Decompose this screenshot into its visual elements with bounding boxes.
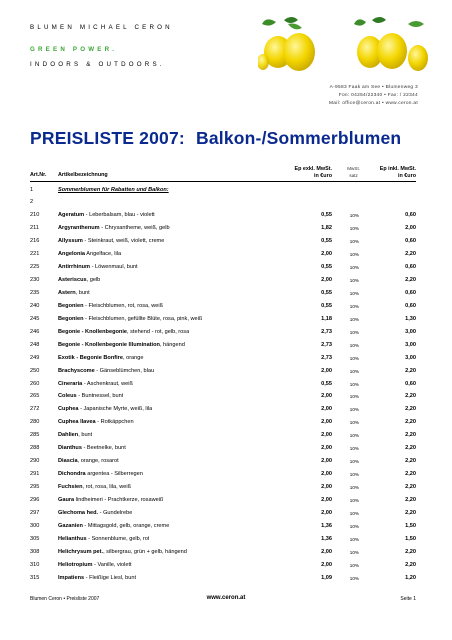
table-row [30, 508, 416, 519]
article-detail: , rot, rosa, lila, weiß [82, 484, 132, 491]
article-nr: 291 [30, 471, 40, 478]
price-exkl: 2,00 [321, 549, 332, 555]
section-nr: 1 [30, 187, 34, 193]
table-row [30, 443, 416, 454]
price-exkl: 2,00 [321, 510, 332, 517]
article-name: Gazanien [58, 523, 83, 529]
price-inkl: 3,00 [405, 354, 416, 361]
article-description [58, 521, 169, 532]
article-detail: , orange [122, 354, 144, 361]
price-inkl: 0,60 [405, 380, 416, 387]
vat-rate: 10% [349, 264, 359, 270]
table-row [30, 482, 416, 493]
article-description [58, 262, 138, 273]
table-row [30, 301, 416, 312]
article-detail: - Japanische Myrte, weiß, lila [78, 406, 153, 413]
section-label: Sommerblumen für Rabatten und Balkon: [58, 187, 169, 193]
price-exkl: 0,55 [321, 302, 332, 309]
col-header-ep-inkl-line1: Ep inkl. MwSt. [379, 166, 416, 172]
article-detail: , silbergrau, grün + gelb, hängend [103, 549, 187, 555]
price-inkl: 1,50 [405, 523, 416, 529]
col-header-mwst [347, 166, 360, 179]
vat-rate: 10% [349, 550, 359, 555]
price-exkl: 1,36 [321, 523, 332, 529]
table-row [30, 314, 416, 325]
table-row [30, 469, 416, 480]
table-row [30, 534, 416, 545]
price-inkl: 2,00 [405, 225, 416, 231]
article-nr: 296 [30, 497, 40, 504]
article-name: Allyssum [58, 237, 83, 244]
article-description [58, 404, 152, 415]
article-nr: 235 [30, 289, 40, 296]
article-description [58, 534, 149, 545]
table-row [30, 521, 416, 532]
article-detail: - Gänseblümchen, blau [94, 367, 155, 374]
article-name: Cuphea [58, 406, 79, 413]
col-header-ep-exkl-line2: in €uro [314, 172, 332, 179]
article-name: Begonie - Knollenbegonie Illumination [58, 341, 160, 348]
price-exkl: 2,00 [321, 561, 332, 568]
price-inkl: 2,20 [405, 406, 416, 413]
price-inkl: 1,30 [405, 315, 416, 322]
article-nr: 249 [30, 354, 40, 361]
price-exkl: 2,73 [321, 341, 332, 348]
article-name: Helianthus [58, 536, 87, 542]
article-detail: - Fleischblumen, gefüllte Blüte, rosa, pink, weiß [83, 315, 203, 322]
vat-rate: 10% [349, 368, 359, 374]
price-inkl: 0,60 [405, 212, 416, 218]
price-exkl: 2,00 [321, 419, 332, 426]
address-line: A-9583 Faak am See • Blumenweg 3 [329, 85, 418, 90]
price-exkl: 2,00 [321, 250, 332, 257]
price-exkl: 2,73 [321, 328, 332, 335]
article-detail: - Fleischblumen, rot, rosa, weiß [83, 302, 164, 309]
article-detail: lindheimeri - Prachtkerze, rosaweiß [74, 497, 164, 504]
article-detail: - Buntnessel, bunt [76, 393, 124, 400]
article-detail: - Steinkraut, weiß, violett, creme [82, 237, 165, 244]
article-description [58, 379, 133, 390]
article-name: Dichondra [58, 471, 86, 478]
article-name: Heliotropium [58, 561, 93, 568]
article-nr: 260 [30, 380, 40, 387]
tagline-green: GREEN POWER. [30, 46, 118, 53]
footer-left: Blumen Ceron • Preisliste 2007 [30, 596, 100, 602]
blank-row [30, 197, 416, 208]
price-exkl: 1,36 [321, 536, 332, 542]
article-detail: - Mittagsgold, gelb, orange, creme [82, 523, 170, 529]
price-exkl: 2,00 [321, 276, 332, 283]
price-exkl: 1,82 [321, 225, 332, 231]
price-inkl: 0,60 [405, 237, 416, 244]
price-exkl: 1,09 [321, 574, 332, 581]
price-exkl: 2,00 [321, 471, 332, 478]
price-inkl: 2,20 [405, 432, 416, 439]
article-detail: argentea - Silberregen [85, 471, 143, 478]
article-description [58, 340, 185, 351]
vat-rate: 10% [349, 238, 359, 244]
article-detail: , bunt [78, 432, 93, 439]
article-name: Antirrhinum [58, 263, 91, 270]
table-row [30, 236, 416, 247]
vat-rate: 10% [349, 394, 359, 400]
vat-rate: 10% [349, 226, 359, 231]
article-name: Ageratum [58, 212, 85, 218]
article-detail: , bunt [75, 289, 90, 296]
article-detail: - Löwenmaul, bunt [90, 263, 138, 270]
article-detail: - Rotkäppchen [95, 419, 134, 426]
price-inkl: 2,20 [405, 497, 416, 504]
price-exkl: 2,00 [321, 484, 332, 491]
vat-rate: 10% [349, 537, 359, 542]
table-row [30, 210, 416, 221]
price-inkl: 0,60 [405, 289, 416, 296]
article-description [58, 236, 164, 247]
article-nr: 225 [30, 263, 40, 270]
article-detail: - Fleißige Liesl, bunt [84, 574, 137, 581]
price-inkl: 2,20 [405, 445, 416, 452]
article-detail: , stehend - rot, gelb, rosa [127, 328, 190, 335]
price-exkl: 0,55 [321, 380, 332, 387]
article-detail: - Aschenkraut, weiß [82, 380, 133, 387]
article-nr: 216 [30, 237, 40, 244]
vat-rate: 10% [349, 498, 359, 504]
price-inkl: 2,20 [405, 276, 416, 283]
article-nr: 305 [30, 536, 40, 542]
col-header-mwst-line2: satz [349, 172, 358, 178]
article-name: Cuphea llavea [58, 419, 96, 426]
vat-rate: 10% [349, 342, 359, 348]
article-description [58, 249, 121, 260]
article-description [58, 508, 132, 519]
col-header-ep-exkl [295, 166, 332, 179]
table-row [30, 288, 416, 299]
table-row [30, 353, 416, 364]
article-description [58, 275, 100, 286]
article-nr: 297 [30, 510, 40, 517]
vat-rate: 10% [349, 213, 359, 218]
article-description [58, 456, 119, 467]
vat-rate: 10% [349, 420, 359, 426]
table-row [30, 366, 416, 377]
vat-rate: 10% [349, 459, 359, 465]
vat-rate: 10% [349, 511, 359, 517]
article-description [58, 353, 144, 364]
table-row [30, 262, 416, 273]
article-nr: 245 [30, 315, 40, 322]
price-inkl: 3,00 [405, 341, 416, 348]
article-name: Fuchsien [58, 484, 83, 491]
article-name: Helichrysum pet. [58, 549, 104, 555]
footer-page: Seite 1 [400, 596, 416, 602]
table-row [30, 495, 416, 506]
vat-rate: 10% [349, 277, 359, 283]
price-exkl: 2,00 [321, 432, 332, 439]
table-row [30, 340, 416, 351]
price-exkl: 2,00 [321, 497, 332, 504]
article-detail: - Gundelrebe [98, 510, 133, 517]
price-inkl: 2,20 [405, 393, 416, 400]
article-detail: - Leberbalsam, blau - violett [84, 212, 155, 218]
col-header-ep-inkl-line2: in €uro [398, 172, 416, 179]
price-inkl: 2,20 [405, 549, 416, 555]
article-name: Coleus [58, 393, 77, 400]
web-line: Mail: office@ceron.at • www.ceron.at [329, 101, 418, 106]
article-name: Dahlien [58, 432, 79, 439]
blank-nr: 2 [30, 199, 34, 205]
vat-rate: 10% [349, 381, 359, 387]
price-exkl: 2,00 [321, 445, 332, 452]
footer-url[interactable]: www.ceron.at [206, 595, 246, 601]
tagline: INDOORS & OUTDOORS. [30, 61, 165, 68]
price-exkl: 1,18 [321, 315, 332, 322]
article-description [58, 301, 163, 312]
article-nr: 211 [30, 225, 39, 231]
article-nr: 280 [30, 419, 40, 426]
article-description [58, 391, 123, 402]
table-row [30, 327, 416, 338]
article-description [58, 573, 136, 584]
header-rule [30, 181, 416, 182]
contact-line: Fon: 04254/22340 • Fax: / 22344 [338, 93, 418, 98]
article-description [58, 210, 155, 221]
article-detail: , gelb [86, 276, 101, 283]
price-inkl: 2,20 [405, 458, 416, 465]
article-detail: , orange, rosarot [77, 458, 119, 465]
article-nr: 295 [30, 484, 40, 491]
vat-rate: 10% [349, 329, 359, 335]
article-nr: 272 [30, 406, 40, 413]
table-row [30, 249, 416, 260]
table-row [30, 275, 416, 286]
price-inkl: 2,20 [405, 419, 416, 426]
price-inkl: 0,60 [405, 263, 416, 270]
vat-rate: 10% [349, 524, 359, 529]
article-description [58, 547, 187, 558]
table-row [30, 391, 416, 402]
table-row [30, 560, 416, 571]
table-row [30, 573, 416, 584]
vat-rate: 10% [349, 316, 359, 322]
article-name: Astern [58, 289, 76, 296]
article-name: Exotik - Begonie Bonfire [58, 354, 123, 361]
article-nr: 210 [30, 212, 40, 218]
article-description [58, 443, 126, 454]
article-nr: 246 [30, 328, 40, 335]
table-row [30, 547, 416, 558]
price-exkl: 2,00 [321, 393, 332, 400]
price-inkl: 2,20 [405, 484, 416, 491]
article-name: Gaura [58, 497, 75, 504]
price-exkl: 2,00 [321, 406, 332, 413]
article-name: Argyranthenum [58, 225, 100, 231]
vat-rate: 10% [349, 303, 359, 309]
col-header-mwst-line1: MwSt. [347, 166, 360, 171]
price-inkl: 1,50 [405, 536, 416, 542]
vat-rate: 10% [349, 562, 359, 568]
article-nr: 290 [30, 458, 40, 465]
vat-rate: 10% [349, 407, 359, 413]
price-exkl: 2,73 [321, 354, 332, 361]
article-nr: 310 [30, 561, 40, 568]
article-name: Diascia [58, 458, 78, 465]
price-exkl: 0,55 [321, 289, 332, 296]
article-nr: 221 [30, 250, 40, 257]
article-description [58, 223, 170, 234]
article-name: Impatiens [58, 574, 85, 581]
article-description [58, 288, 90, 299]
price-inkl: 1,20 [405, 574, 416, 581]
article-description [58, 482, 131, 493]
article-description [58, 417, 134, 428]
col-header-nr: Art.Nr. [30, 172, 47, 178]
vat-rate: 10% [349, 355, 359, 361]
section-row [30, 185, 416, 196]
article-nr: 315 [30, 574, 40, 581]
page-title [30, 128, 401, 149]
article-detail: - Sonnenblume, gelb, rot [86, 536, 150, 542]
article-nr: 240 [30, 302, 40, 309]
article-name: Glechoma hed. [58, 510, 99, 517]
article-name: Begonien [58, 302, 84, 309]
price-exkl: 0,55 [321, 237, 332, 244]
vat-rate: 10% [349, 485, 359, 491]
article-detail: - Beetnelke, bunt [81, 445, 126, 452]
article-description [58, 314, 202, 325]
article-nr: 248 [30, 341, 40, 348]
article-description [58, 469, 143, 480]
title-main: PREISLISTE 2007: [30, 128, 185, 148]
article-detail: Angelface, lila [85, 250, 122, 257]
price-inkl: 2,20 [405, 471, 416, 478]
vat-rate: 10% [349, 575, 359, 581]
price-inkl: 2,20 [405, 367, 416, 374]
article-nr: 300 [30, 523, 40, 529]
vat-rate: 10% [349, 472, 359, 478]
article-name: Brachyscome [58, 367, 95, 374]
article-description [58, 366, 154, 377]
article-nr: 230 [30, 276, 40, 283]
company-name: BLUMEN MICHAEL CERON [30, 24, 173, 31]
article-name: Dianthus [58, 445, 82, 452]
table-row [30, 456, 416, 467]
article-name: Cineraria [58, 380, 83, 387]
price-exkl: 2,00 [321, 458, 332, 465]
title-sub: Balkon-/Sommerblumen [196, 128, 402, 148]
vat-rate: 10% [349, 433, 359, 439]
table-row [30, 430, 416, 441]
table-row [30, 379, 416, 390]
price-exkl: 0,55 [321, 212, 332, 218]
col-header-ep-inkl [380, 166, 416, 179]
price-inkl: 2,20 [405, 561, 416, 568]
article-nr: 288 [30, 445, 40, 452]
price-inkl: 2,20 [405, 510, 416, 517]
price-exkl: 2,00 [321, 367, 332, 374]
vat-rate: 10% [349, 290, 359, 296]
article-name: Begonien [58, 315, 84, 322]
article-nr: 285 [30, 432, 40, 439]
col-header-desc: Artikelbezeichnung [58, 172, 108, 178]
article-description [58, 327, 189, 338]
col-header-ep-exkl-line1: Ep exkl. MwSt. [294, 166, 332, 172]
price-inkl: 2,20 [405, 250, 416, 257]
table-row [30, 404, 416, 415]
table-row [30, 417, 416, 428]
article-nr: 250 [30, 367, 40, 374]
article-description [58, 430, 92, 441]
price-inkl: 0,60 [405, 302, 416, 309]
table-row [30, 223, 416, 234]
article-detail: - Chrysantheme, weiß, gelb [99, 225, 170, 231]
article-nr: 265 [30, 393, 40, 400]
address-block [329, 84, 418, 108]
article-detail: , hängend [159, 341, 185, 348]
vat-rate: 10% [349, 251, 359, 257]
article-description [58, 560, 132, 571]
price-inkl: 3,00 [405, 328, 416, 335]
lemons-logo [258, 14, 430, 76]
article-detail: - Vanille, violett [92, 561, 132, 568]
article-nr: 308 [30, 549, 40, 555]
article-name: Angelonia [58, 250, 86, 257]
article-name: Begonie - Knollenbegonie [58, 328, 127, 335]
price-exkl: 0,55 [321, 263, 332, 270]
vat-rate: 10% [349, 446, 359, 452]
article-name: Asteriscus [58, 276, 87, 283]
article-description [58, 495, 163, 506]
